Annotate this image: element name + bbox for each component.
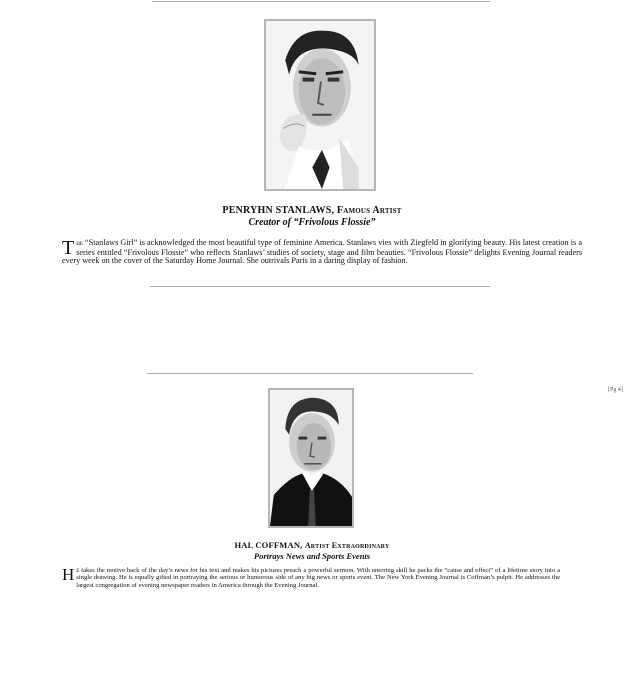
stanlaws-name: PENRYHN STANLAWS, Famous Artist <box>222 205 402 216</box>
section-divider-rule <box>150 286 490 287</box>
stanlaws-role: Creator of “Frivolous Flossie” <box>248 217 376 228</box>
drop-cap: T <box>62 237 75 259</box>
drop-cap-rest: he <box>76 240 83 247</box>
drop-cap-rest: e <box>76 567 80 574</box>
coffman-title: Artist Extraordinary <box>304 541 390 550</box>
stanlaws-title: Famous Artist <box>336 205 402 216</box>
stanlaws-caption <box>0 205 624 228</box>
stanlaws-description <box>62 239 582 266</box>
top-rule <box>152 1 490 2</box>
coffman-body-text: takes the motive back of the day’s news for his text and makes his pictures preach a powerful sermon. With unerring skill he packs the “cause and effect” of a lifetime story into a single drawing. He is equally gifted in portraying the serious or humorous side of any big news or sports event. The New York Evening Journal is Coffman’s pulpit. He addresses the largest congregation of evening newspaper readers in America through the Evening Journal. <box>76 567 560 589</box>
coffman-name: HAL COFFMAN, Artist Extraordinary <box>234 540 390 550</box>
coffman-description <box>62 567 560 589</box>
page-number-marker: [Pg 4] <box>608 387 623 393</box>
stanlaws-body-text: “Stanlaws Girl” is acknowledged the most beautiful type of feminine America. Stanlaws vies with Ziegfeld in glorifying beauty. His latest creation is a series entitled “Frivolous Flossie” who reflects Stanlaws’ studies of society, stage and film beauties. “Frivolous Flossie” delights Evening Journal readers every week on the cover of the Saturday Home Journal. She outrivals Paris in a daring display of fashion. <box>62 238 582 266</box>
stanlaws-portrait <box>264 19 376 191</box>
coffman-caption <box>0 540 624 561</box>
coffman-portrait <box>268 388 354 528</box>
coffman-role: Portrays News and Sports Events <box>253 551 371 561</box>
section-top-rule <box>147 373 473 374</box>
drop-cap: H <box>62 565 75 584</box>
